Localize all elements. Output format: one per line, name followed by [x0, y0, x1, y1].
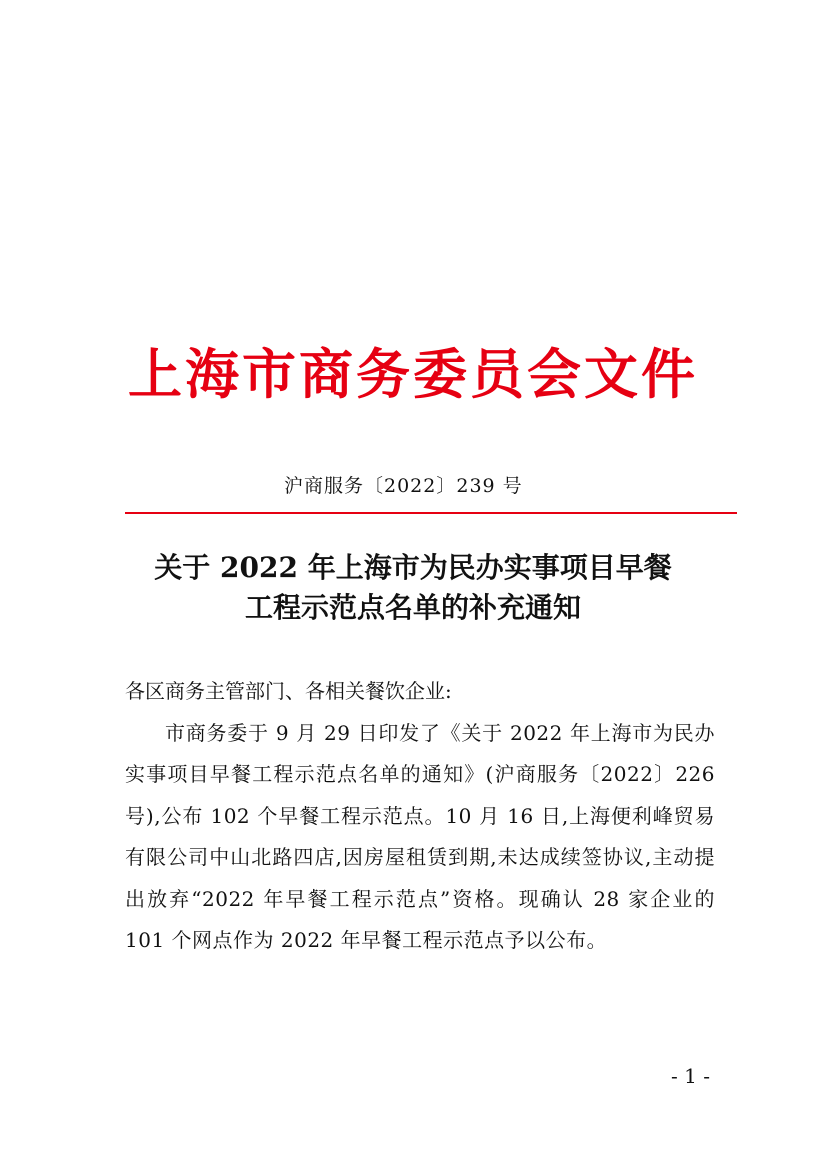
issuing-authority-header: 上海市商务委员会文件 [128, 342, 698, 406]
document-number: 沪商服务〔2022〕239 号 [284, 475, 523, 497]
body-paragraph: 市商务委于 9 月 29 日印发了《关于 2022 年上海市为民办实事项目早餐工程示范点名单的通知》(沪商服务〔2022〕226 号),公布 102 个早餐工程示范点。10 月 16 日,上海便利峰贸易有限公司中山北路四店,因房屋租赁到期,未达成续签协议,主动提出放弃“2022 年早餐工程示范点”资格。现确认 28 家企业的 101 个网点作为 2022 年早餐工程示范点予以公布。 [125, 720, 715, 952]
red-divider-line [125, 512, 737, 514]
document-title-line-2: 工程示范点名单的补充通知 [244, 591, 581, 624]
document-title [100, 548, 726, 628]
salutation: 各区商务主管部门、各相关餐饮企业: [125, 679, 452, 703]
document-title-line-1: 关于 2022 年上海市为民办实事项目早餐 [154, 551, 672, 584]
document-body [125, 671, 715, 962]
page-number: - 1 - [671, 1064, 710, 1088]
